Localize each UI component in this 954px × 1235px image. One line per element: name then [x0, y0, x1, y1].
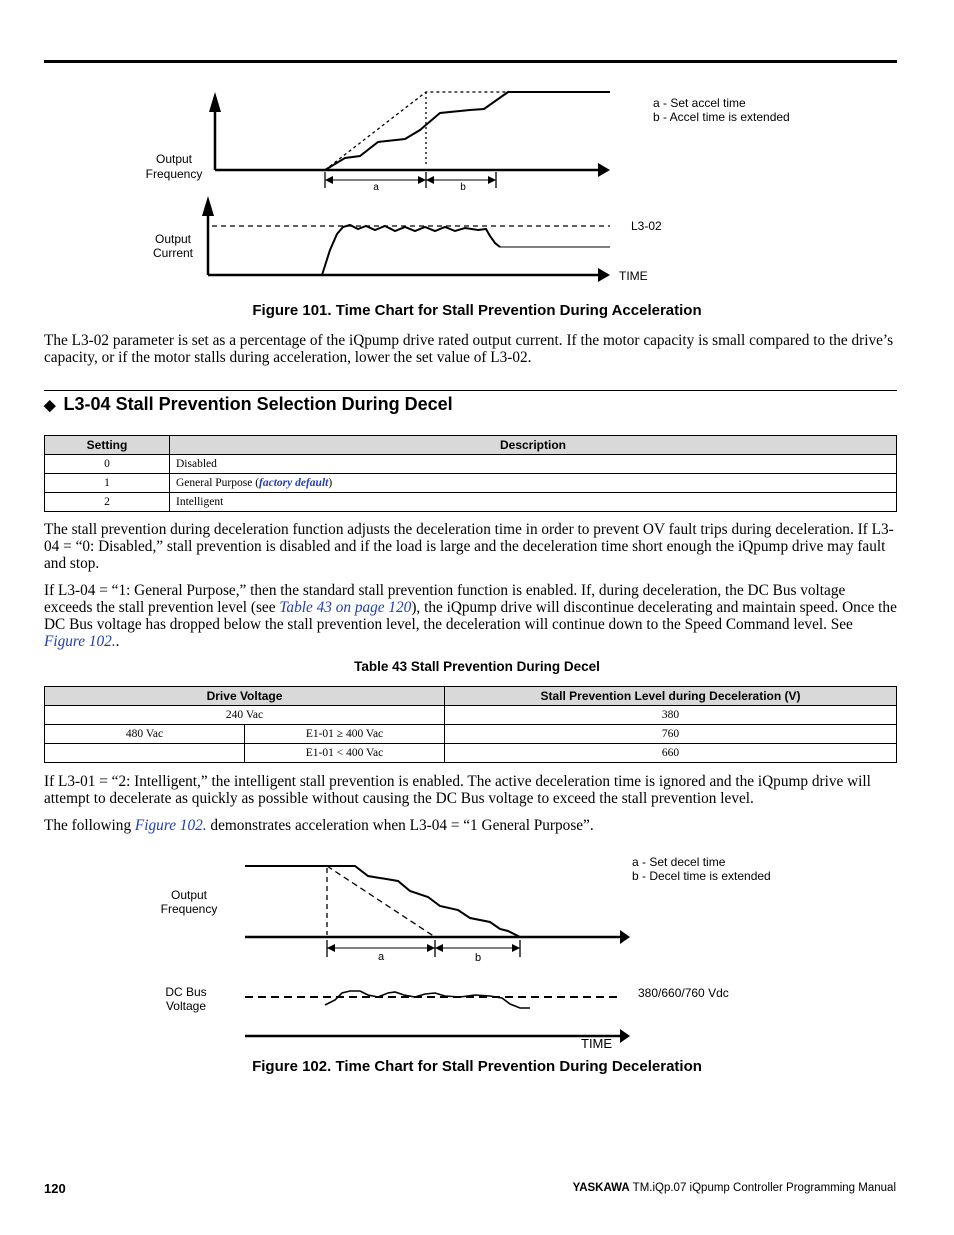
current-x-arrow: [598, 268, 610, 282]
output-current-label-line2: Current: [152, 246, 194, 260]
dc-bus-voltage-curve: [325, 991, 530, 1008]
paragraph-following: [44, 817, 897, 834]
figure-101-chart: [0, 0, 954, 300]
dc-bus-label-line1: DC Bus: [165, 985, 207, 999]
paragraph-text: The following: [44, 817, 135, 834]
description-text: General Purpose (: [176, 477, 260, 489]
condition-cell: E1-01 ≥ 400 Vac: [245, 725, 445, 744]
level-cell: 760: [445, 725, 897, 744]
setting-cell: 0: [45, 455, 170, 474]
figure-102-link[interactable]: Figure 102.: [44, 633, 116, 650]
current-y-arrow: [202, 196, 214, 216]
legend-accel-extended: b - Accel time is extended: [653, 110, 790, 124]
output-current-label-line1: Output: [154, 232, 192, 246]
table-row: [45, 725, 897, 744]
paragraph-text: .: [115, 633, 120, 650]
settings-table: [44, 435, 897, 512]
output-frequency-label-line1: Output: [170, 888, 208, 902]
legend-set-accel: a - Set accel time: [653, 96, 746, 110]
table-row: [45, 474, 897, 493]
paragraph-l3-02: The L3-02 parameter is set as a percentage of the iQpump drive rated output current. If the motor capacity is small compared to the drive’s capacity, or if the motor stalls during acceleration, lower the set value of L3-02.: [44, 332, 894, 366]
footer-title: TM.iQp.07 iQpump Controller Programming Manual: [632, 1182, 896, 1194]
voltage-cell: 240 Vac: [45, 706, 445, 725]
table-row: [45, 706, 897, 725]
table-43-header-row: [45, 687, 897, 706]
figure-102-chart: [0, 845, 954, 1065]
factory-default-emphasis: factory default: [259, 477, 329, 489]
section-heading: [44, 394, 453, 415]
l3-02-label: L3-02: [631, 219, 662, 233]
dc-bus-level-label: 380/660/760 Vdc: [638, 986, 729, 1000]
marker-b-label: b: [474, 952, 482, 964]
freq-x-arrow: [598, 163, 610, 177]
output-current-curve: [322, 225, 500, 275]
table-43-title: Table 43 Stall Prevention During Decel: [354, 659, 600, 674]
dc-bus-x-arrow: [620, 1029, 630, 1043]
table-row: [45, 493, 897, 512]
page-number: 120: [44, 1181, 66, 1196]
description-cell: [170, 474, 897, 493]
paragraph-disabled: The stall prevention during deceleration function adjusts the deceleration time in order to prevent OV fault trips during deceleration. If L3-04 = “0: Disabled,” stall prevention is disabled and if the load is large and the deceleration time short enough the iQpump drive may fault and stop.: [44, 521, 894, 572]
table-43-link[interactable]: Table 43 on page 120: [279, 599, 412, 616]
level-cell: 660: [445, 744, 897, 763]
table-row: [45, 455, 897, 474]
dc-bus-label-line2: Voltage: [165, 999, 207, 1013]
output-frequency-label-line2: Frequency: [145, 167, 203, 181]
section-rule: [44, 390, 897, 391]
description-cell: Disabled: [170, 455, 897, 474]
footer-document: [573, 1182, 896, 1194]
marker-a-label: a: [377, 951, 385, 963]
setting-cell: 1: [45, 474, 170, 493]
table-row: [45, 744, 897, 763]
actual-frequency-curve: [325, 92, 610, 170]
paragraph-text: ), the iQpump drive will discontinue decelerating and maintain speed. Once the DC Bus voltage has dropped below the stall prevention level, the deceleration will continue down to the Speed Command level. See: [44, 599, 897, 633]
paragraph-text: If L3-04 = “1: General Purpose,” then the standard stall prevention function is enabled. If, during deceleration, the DC Bus voltage exceeds the stall prevention level (see: [44, 582, 846, 616]
figure-102-caption: Figure 102. Time Chart for Stall Prevention During Deceleration: [252, 1058, 702, 1075]
voltage-cell: 480 Vac: [45, 725, 245, 744]
condition-cell: E1-01 < 400 Vac: [245, 744, 445, 763]
paragraph-text: demonstrates acceleration when L3-04 = “1 General Purpose”.: [206, 817, 594, 834]
decel-x-arrow: [620, 930, 630, 944]
table-43: [44, 686, 897, 763]
marker-a-label: a: [373, 182, 379, 193]
figure-101-caption: Figure 101. Time Chart for Stall Prevention During Acceleration: [252, 302, 702, 319]
description-cell: Intelligent: [170, 493, 897, 512]
level-cell: 380: [445, 706, 897, 725]
decel-frequency-curve: [245, 866, 520, 937]
paragraph-general-purpose: [44, 582, 897, 650]
output-frequency-label-line2: Frequency: [160, 902, 218, 916]
set-accel-ramp: [325, 92, 610, 170]
header-stall-level: Stall Prevention Level during Deceleration (V): [445, 687, 897, 706]
paragraph-intelligent: If L3-01 = “2: Intelligent,” the intelligent stall prevention is enabled. The active deceleration time is ignored and the iQpump drive will attempt to decelerate as quickly as possible without causing the DC Bus voltage to exceed the stall prevention level.: [44, 773, 871, 807]
freq-y-arrow: [209, 92, 221, 112]
diamond-icon: ◆: [44, 397, 56, 414]
section-title: L3-04 Stall Prevention Selection During Decel: [63, 394, 453, 414]
time-label-102: TIME: [581, 1036, 613, 1051]
legend-set-decel: a - Set decel time: [632, 855, 726, 869]
header-drive-voltage: Drive Voltage: [45, 687, 445, 706]
settings-header-setting: Setting: [45, 436, 170, 455]
description-suffix: ): [328, 477, 333, 489]
settings-header-description: Description: [170, 436, 897, 455]
output-frequency-label-line1: Output: [155, 152, 193, 166]
voltage-cell: [45, 744, 245, 763]
footer-brand: YASKAWA: [572, 1182, 630, 1194]
marker-b-label: b: [460, 182, 466, 193]
set-decel-ramp: [327, 866, 435, 937]
setting-cell: 2: [45, 493, 170, 512]
figure-102-link[interactable]: Figure 102.: [134, 817, 207, 834]
settings-header-row: [45, 436, 897, 455]
time-label-101: TIME: [619, 269, 648, 283]
legend-decel-extended: b - Decel time is extended: [632, 869, 771, 883]
